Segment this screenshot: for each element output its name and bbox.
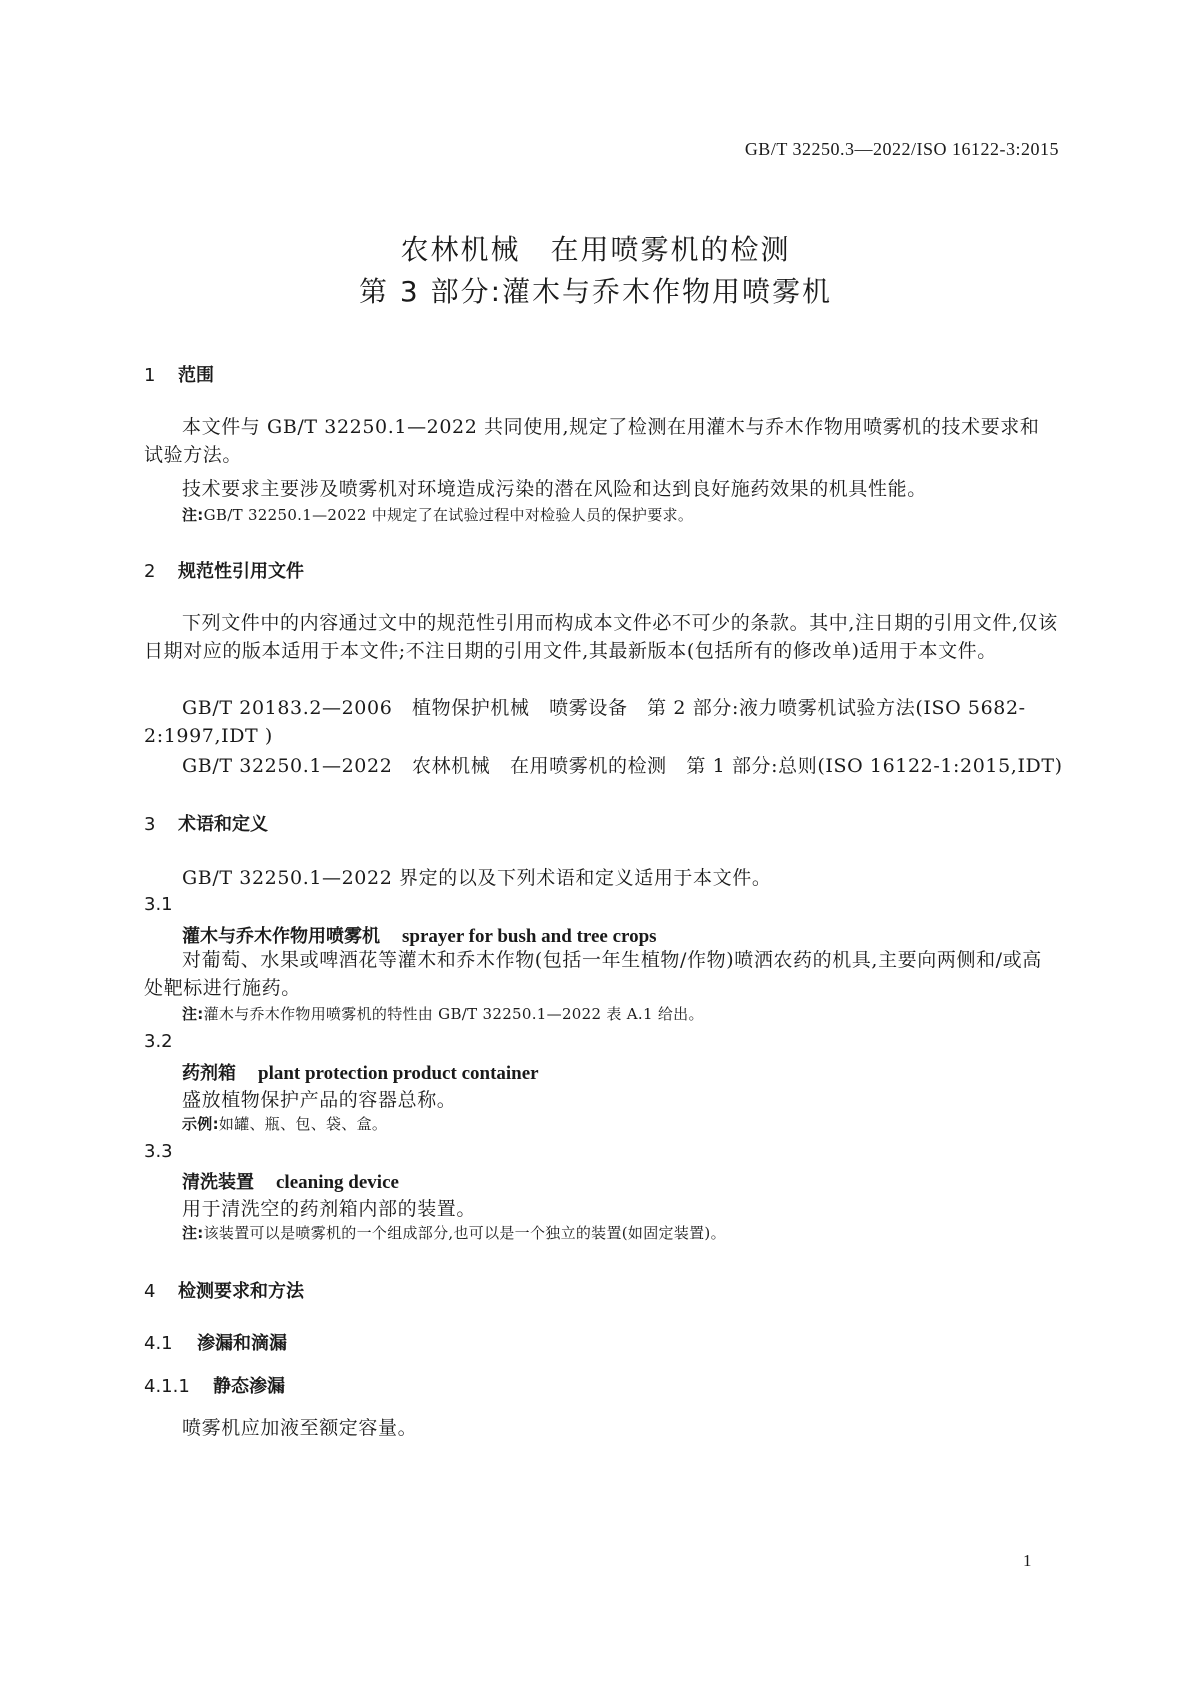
section-1-note bbox=[182, 504, 693, 525]
normative-reference-2: GB/T 32250.1—2022 农林机械 在用喷雾机的检测 第 1 部分:总则(ISO 16122-1:2015,IDT) bbox=[182, 755, 1063, 777]
section-2-heading bbox=[144, 557, 304, 583]
note-label: 注: bbox=[182, 506, 204, 524]
subsection-4-1-heading bbox=[144, 1329, 287, 1355]
note-text: GB/T 32250.1—2022 中规定了在试验过程中对检验人员的保护要求。 bbox=[203, 506, 694, 524]
term-english: sprayer for bush and tree crops bbox=[402, 926, 657, 947]
example-label: 示例: bbox=[182, 1115, 219, 1133]
term-3-2-heading bbox=[182, 1059, 539, 1085]
section-number: 2 bbox=[144, 561, 156, 582]
section-1-paragraph-1: 本文件与 GB/T 32250.1—2022 共同使用,规定了检测在用灌木与乔木作物用喷雾机的技术要求和试验方法。 bbox=[144, 416, 1040, 466]
document-title-line1: 农林机械 在用喷雾机的检测 bbox=[400, 233, 791, 266]
term-3-1-number: 3.1 bbox=[144, 894, 173, 915]
section-1-paragraph-2: 技术要求主要涉及喷雾机对环境造成污染的潜在风险和达到良好施药效果的机具性能。 bbox=[182, 478, 927, 500]
term-3-3-heading bbox=[182, 1168, 399, 1194]
term-english: plant protection product container bbox=[258, 1063, 539, 1084]
term-chinese: 药剂箱 bbox=[182, 1063, 236, 1084]
subsection-4-1-1-heading bbox=[144, 1372, 285, 1398]
term-chinese: 灌木与乔木作物用喷雾机 bbox=[182, 926, 380, 947]
term-3-3-definition: 用于清洗空的药剂箱内部的装置。 bbox=[182, 1198, 477, 1220]
term-english: cleaning device bbox=[276, 1172, 399, 1193]
standard-number: GB/T 32250.3—2022/ISO 16122-3:2015 bbox=[744, 139, 1059, 159]
section-number: 3 bbox=[144, 814, 156, 835]
section-3-intro: GB/T 32250.1—2022 界定的以及下列术语和定义适用于本文件。 bbox=[182, 867, 772, 889]
subsection-title: 渗漏和滴漏 bbox=[197, 1333, 287, 1354]
term-chinese: 清洗装置 bbox=[182, 1172, 254, 1193]
term-3-2-number: 3.2 bbox=[144, 1031, 173, 1052]
section-number: 1 bbox=[144, 365, 156, 386]
section-title: 范围 bbox=[178, 365, 214, 386]
subsection-number: 4.1 bbox=[144, 1333, 173, 1354]
note-label: 注: bbox=[182, 1005, 204, 1023]
term-3-3-note bbox=[182, 1222, 726, 1243]
example-text: 如罐、瓶、包、袋、盒。 bbox=[218, 1115, 388, 1133]
section-title: 术语和定义 bbox=[178, 814, 268, 835]
section-1-heading bbox=[144, 361, 214, 387]
section-2-paragraph-1: 下列文件中的内容通过文中的规范性引用而构成本文件必不可少的条款。其中,注日期的引用文件,仅该日期对应的版本适用于本文件;不注日期的引用文件,其最新版本(包括所有的修改单)适用于本文件。 bbox=[144, 612, 1058, 662]
section-4-heading bbox=[144, 1277, 304, 1303]
term-3-1-definition: 对葡萄、水果或啤酒花等灌木和乔木作物(包括一年生植物/作物)喷洒农药的机具,主要向两侧和/或高处靶标进行施药。 bbox=[144, 949, 1042, 999]
section-3-heading bbox=[144, 810, 268, 836]
note-text: 灌木与乔木作物用喷雾机的特性由 GB/T 32250.1—2022 表 A.1 给出。 bbox=[203, 1005, 704, 1023]
term-3-2-definition: 盛放植物保护产品的容器总称。 bbox=[182, 1089, 457, 1111]
subsection-4-1-1-paragraph: 喷雾机应加液至额定容量。 bbox=[182, 1417, 418, 1439]
section-number: 4 bbox=[144, 1281, 156, 1302]
note-label: 注: bbox=[182, 1224, 204, 1242]
term-3-2-example bbox=[182, 1113, 387, 1134]
section-title: 规范性引用文件 bbox=[178, 561, 304, 582]
subsection-title: 静态渗漏 bbox=[213, 1376, 285, 1397]
page-number: 1 bbox=[1023, 1551, 1032, 1570]
normative-reference-1: GB/T 20183.2—2006 植物保护机械 喷雾设备 第 2 部分:液力喷雾机试验方法(ISO 5682-2:1997,IDT ) bbox=[144, 697, 1026, 747]
term-3-1-note bbox=[182, 1003, 704, 1024]
document-title-line2: 第 3 部分:灌木与乔木作物用喷雾机 bbox=[358, 275, 833, 308]
section-title: 检测要求和方法 bbox=[178, 1281, 304, 1302]
term-3-3-number: 3.3 bbox=[144, 1141, 173, 1162]
term-3-1-heading bbox=[182, 922, 657, 948]
note-text: 该装置可以是喷雾机的一个组成部分,也可以是一个独立的装置(如固定装置)。 bbox=[203, 1224, 726, 1242]
subsection-number: 4.1.1 bbox=[144, 1376, 190, 1397]
